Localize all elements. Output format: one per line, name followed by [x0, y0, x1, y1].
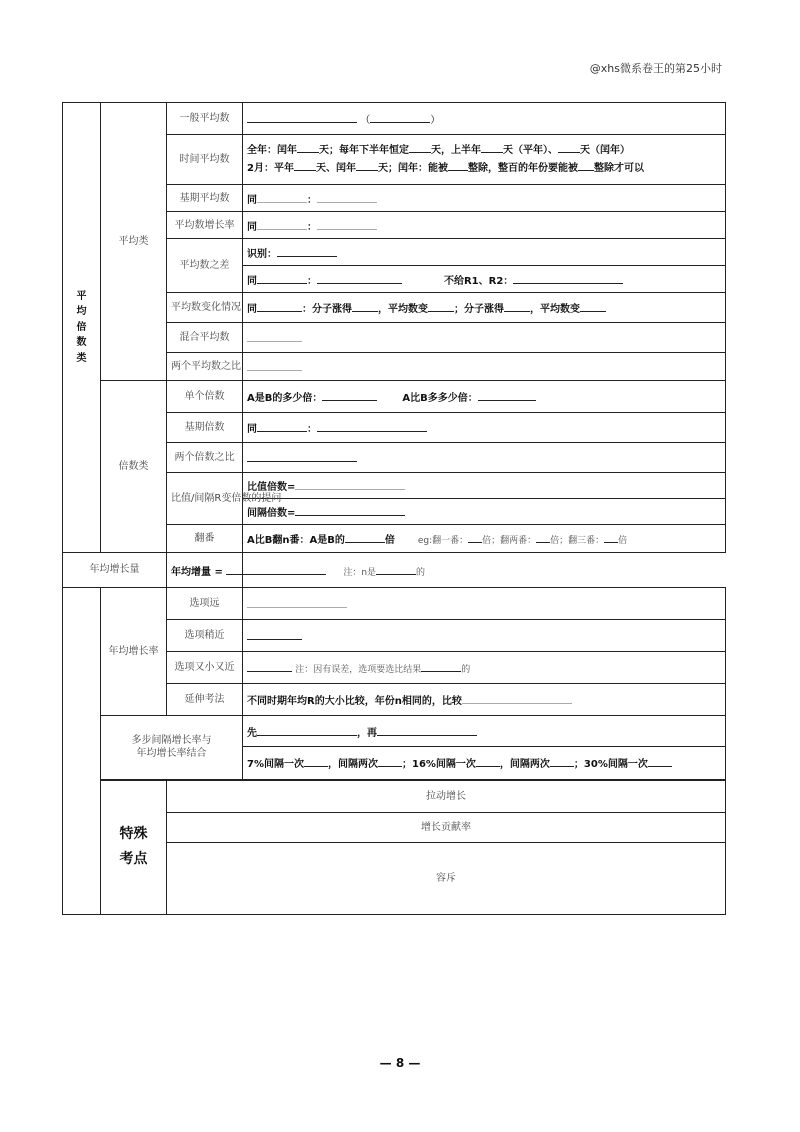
summary-table: [62, 102, 726, 915]
content-far-options: [243, 588, 726, 620]
item-far-options: 选项远: [167, 588, 243, 620]
item-extended: 延伸考法: [167, 684, 243, 716]
page-number: — 8 —: [379, 1056, 421, 1070]
item-avg-diff: 平均数之差: [167, 239, 243, 293]
item-time-avg: 时间平均数: [167, 135, 243, 185]
empty-left-column: [63, 588, 101, 915]
subcategory-annual-inc: 年均增长量: [63, 553, 167, 588]
item-close-options: 选项稍近: [167, 620, 243, 652]
item-two-mult-ratio: 两个倍数之比: [167, 443, 243, 473]
content-multi-interval-order: 先 ，再: [243, 716, 726, 747]
content-extended: 不同时期年均R的大小比较，年份n相同的，比较: [243, 684, 726, 716]
item-contribution: 增长贡献率: [167, 813, 726, 843]
item-ratio-interval: 比值/间隔R变倍数的提问: [167, 473, 243, 525]
subcategory-avg: 平均类: [101, 103, 167, 381]
content-general-avg: （ ）: [243, 103, 726, 135]
content-very-close: 注：因有误差，选项要选比结果 的: [243, 652, 726, 684]
item-general-avg: 一般平均数: [167, 103, 243, 135]
content-avg-growth-rate: 同 ：: [243, 212, 726, 239]
category-special: 特殊考点: [101, 780, 167, 915]
item-avg-change: 平均数变化情况: [167, 293, 243, 323]
content-two-mult-ratio: [243, 443, 726, 473]
content-avg-diff-formula: 同 ： 不给R1、R2：: [243, 266, 726, 293]
watermark: @xhs微系卷王的第25小时: [589, 62, 722, 75]
item-single-mult: 单个倍数: [167, 381, 243, 413]
content-multi-interval-rates: 7%间隔一次 ，间隔两次 ；16%间隔一次 ，间隔两次 ；30%间隔一次: [243, 747, 726, 780]
item-pull-growth: 拉动增长: [167, 780, 726, 813]
item-base-mult: 基期倍数: [167, 413, 243, 443]
item-very-close: 选项又小又近: [167, 652, 243, 684]
item-base-avg: 基期平均数: [167, 185, 243, 212]
content-single-mult: A是B的多少倍： A比B多多少倍：: [243, 381, 726, 413]
subcategory-annual-rate: 年均增长率: [101, 588, 167, 716]
content-close-options: [243, 620, 726, 652]
content-avg-change: 同 ：分子涨得 ，平均数变 ；分子涨得 ，平均数变: [243, 293, 726, 323]
subcategory-mult: 倍数类: [101, 381, 167, 553]
content-avg-diff-identify: 识别：: [243, 239, 726, 266]
content-base-mult: 同 ：: [243, 413, 726, 443]
content-annual-inc: 年均增量 = 注：n是 的: [167, 553, 243, 588]
content-fanfan: A比B翻n番：A是B的 倍 eg:翻一番： 倍；翻两番： 倍；翻三番： 倍: [243, 525, 726, 553]
content-two-avg-ratio: [243, 353, 726, 381]
subcategory-multi-interval: 多步间隔增长率与年均增长率结合: [101, 716, 243, 780]
content-time-avg: 全年：闰年 天；每年下半年恒定 天，上半年 天（平年）、 天（闰年） 2月：平年 天、闰年 天；闰年：能被 整除，整百的年份要能被 整除才可以: [243, 135, 726, 185]
item-fanfan: 翻番: [167, 525, 243, 553]
item-two-avg-ratio: 两个平均数之比: [167, 353, 243, 381]
category-avg-multiple: 平均倍数类: [63, 103, 101, 553]
content-base-avg: 同 ：: [243, 185, 726, 212]
content-mixed-avg: [243, 323, 726, 353]
content-interval-mult: 间隔倍数=: [243, 499, 726, 525]
item-capacity: 容斥: [167, 843, 726, 915]
item-mixed-avg: 混合平均数: [167, 323, 243, 353]
item-avg-growth-rate: 平均数增长率: [167, 212, 243, 239]
content-ratio-mult: 比值倍数=: [243, 473, 726, 499]
